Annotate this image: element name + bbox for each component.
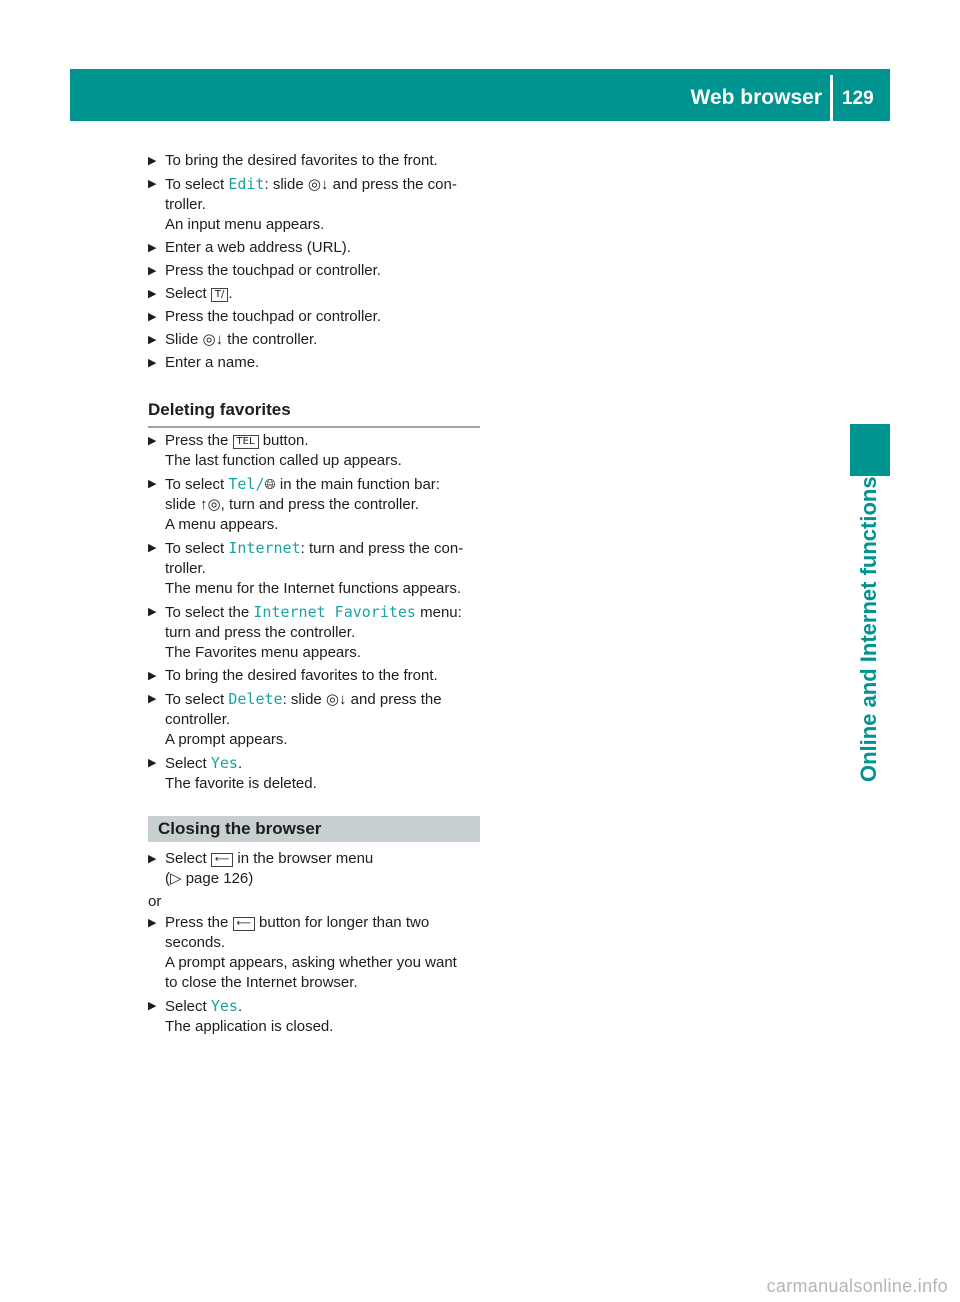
globe-icon: 🌐︎	[264, 477, 276, 493]
watermark: carmanualsonline.info	[766, 1276, 948, 1296]
back-icon: ⟵	[233, 917, 255, 931]
arrow-icon: ▶	[148, 757, 157, 769]
result-text: to close the Internet browser.	[165, 974, 358, 991]
heading-deleting-favorites: Deleting favorites	[148, 400, 480, 428]
arrow-icon: ▶	[148, 693, 157, 705]
back-icon: ⟵	[211, 853, 233, 867]
arrow-icon: ▶	[148, 853, 157, 865]
result-text: The menu for the Internet functions appears.	[165, 580, 462, 597]
step: ▶ Enter a web address (URL).	[148, 239, 351, 256]
step: ▶ Select Yes. The favorite is deleted.	[148, 753, 482, 794]
step: ▶ To select Tel/🌐︎ in the main function bar: slide ↑◎, turn and press the controller. A menu appears.	[148, 474, 482, 535]
or-text: or	[148, 893, 162, 910]
section3-steps	[148, 849, 482, 892]
side-tab-block	[850, 424, 890, 476]
step: ▶ To select the Internet Favorites menu: turn and press the controller. The Favorites menu appears.	[148, 602, 482, 663]
result-text: A menu appears.	[165, 516, 279, 533]
ui-text-internet: Internet	[228, 539, 301, 557]
step: ▶ Select Yes. The application is closed.	[148, 996, 482, 1037]
arrow-icon: ▶	[148, 334, 157, 346]
result-text: An input menu appears.	[165, 216, 325, 233]
arrow-icon: ▶	[148, 265, 157, 277]
step: ▶ Select ⟵ in the browser menu (▷ page 126)	[148, 849, 482, 889]
tel-key-icon: TEL	[233, 435, 259, 449]
side-tab-label: Online and Internet functions	[856, 476, 881, 782]
step: ▶ Press the ⟵ button for longer than two seconds. A prompt appears, asking whether you want to close the Internet browser.	[148, 913, 482, 993]
step: ▶ To select Internet: turn and press the con- troller. The menu for the Internet functions appears.	[148, 538, 482, 599]
step: ▶ To bring the desired favorites to the front.	[148, 152, 438, 169]
ui-text-yes: Yes	[210, 754, 238, 772]
step: ▶ Press the touchpad or controller.	[148, 308, 381, 325]
ui-text-internet-favorites: Internet Favorites	[253, 603, 416, 621]
step: ▶ Enter a name.	[148, 354, 260, 371]
arrow-icon: ▶	[148, 435, 157, 447]
step: ▶ Select T/ .	[148, 285, 233, 302]
arrow-icon: ▶	[148, 1000, 157, 1012]
step: ▶ To bring the desired favorites to the front.	[148, 667, 438, 684]
step: ▶ To select Delete: slide ◎↓ and press the controller. A prompt appears.	[148, 689, 482, 750]
header-separator	[830, 75, 833, 121]
result-text: The last function called up appears.	[165, 452, 402, 469]
arrow-icon: ▶	[148, 155, 157, 167]
page-reference: (▷ page 126)	[165, 870, 254, 887]
arrow-icon: ▶	[148, 357, 157, 369]
favorites-symbol-icon: T/	[211, 288, 228, 302]
arrow-icon: ▶	[148, 670, 157, 682]
arrow-icon: ▶	[148, 917, 157, 929]
heading-closing-browser-box	[148, 816, 480, 842]
ui-text-edit: Edit	[228, 175, 265, 193]
header-title: Web browser	[690, 86, 822, 109]
result-text: A prompt appears, asking whether you want	[165, 954, 457, 971]
step: ▶ To select Edit: slide ◎↓ and press the con- troller. An input menu appears.	[148, 174, 482, 235]
ui-text-yes: Yes	[210, 997, 238, 1015]
ui-text-tel: Tel/	[228, 475, 265, 493]
arrow-icon: ▶	[148, 606, 157, 618]
step: ▶ Press the touchpad or controller.	[148, 262, 381, 279]
page-number: 129	[842, 88, 874, 109]
arrow-icon: ▶	[148, 242, 157, 254]
section1-steps	[148, 151, 482, 376]
result-text: The application is closed.	[165, 1018, 334, 1035]
heading-closing-browser: Closing the browser	[158, 819, 322, 838]
result-text: The Favorites menu appears.	[165, 644, 361, 661]
section2-steps	[148, 431, 482, 797]
arrow-icon: ▶	[148, 311, 157, 323]
ui-text-delete: Delete	[228, 690, 283, 708]
result-text: A prompt appears.	[165, 731, 288, 748]
step: ▶ Press the TEL button. The last function called up appears.	[148, 431, 482, 471]
arrow-icon: ▶	[148, 478, 157, 490]
arrow-icon: ▶	[148, 542, 157, 554]
result-text: The favorite is deleted.	[165, 775, 317, 792]
arrow-icon: ▶	[148, 288, 157, 300]
step: ▶ Slide ◎↓ the controller.	[148, 331, 318, 348]
section3-steps-2	[148, 913, 482, 1040]
arrow-icon: ▶	[148, 178, 157, 190]
